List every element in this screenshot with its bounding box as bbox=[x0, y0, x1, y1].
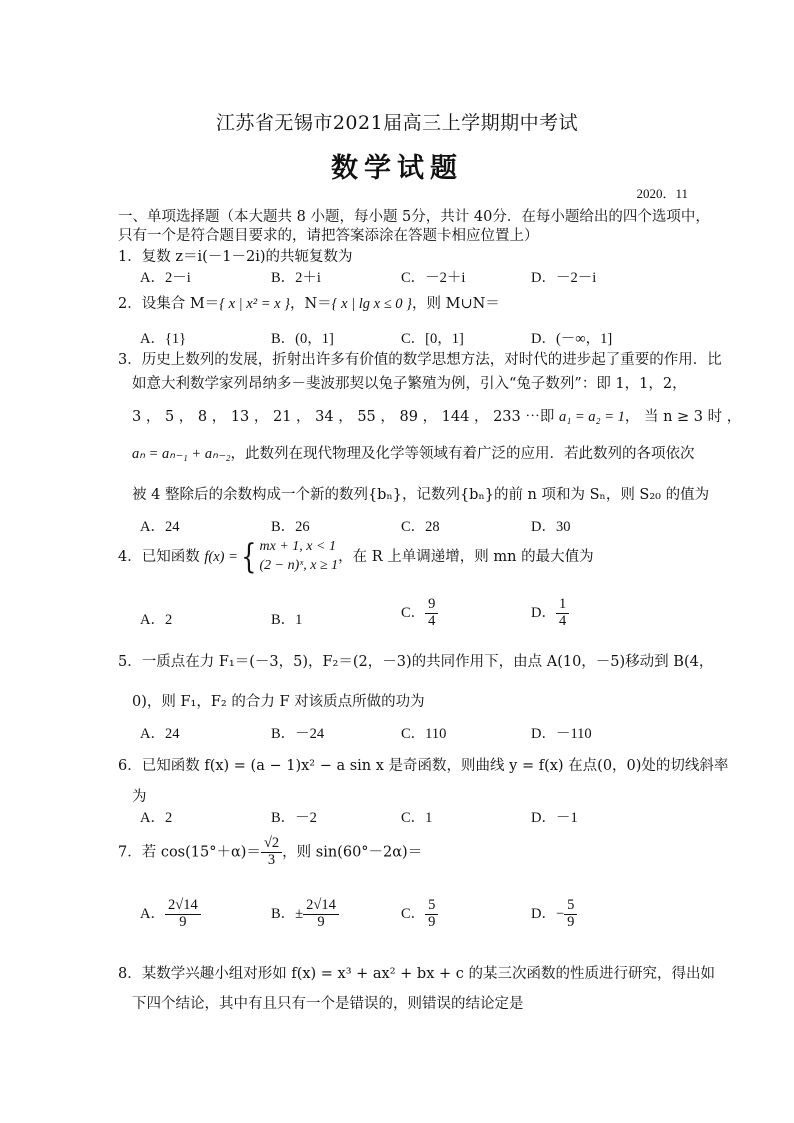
q4-case-1: mx + 1, x < 1 bbox=[259, 539, 336, 554]
q7-option-d bbox=[531, 898, 577, 931]
q4-stem bbox=[118, 538, 594, 576]
section-heading-line1: 一、单项选择题（本大题共 8 小题，每小题 5分，共计 40分．在每小题给出的四个选项中， bbox=[118, 209, 710, 225]
fraction-denominator: 9 bbox=[317, 913, 325, 930]
q4-option-d-label: D． bbox=[531, 604, 556, 621]
q4-option-a: A．2 bbox=[140, 612, 173, 628]
q3-line3 bbox=[132, 405, 741, 426]
q4-brace: { bbox=[241, 536, 257, 577]
q4-stem-pre: 4．已知函数 bbox=[118, 548, 205, 565]
q4-case-2: (2 − n)ˣ, x ≥ 1 bbox=[259, 557, 339, 573]
fraction-denominator: 9 bbox=[179, 913, 187, 930]
fraction-numerator: 1 bbox=[556, 597, 569, 614]
fraction-numerator: 9 bbox=[425, 597, 438, 614]
q3-option-d: D．30 bbox=[531, 519, 571, 535]
q7-option-b-label: B．± bbox=[271, 905, 304, 922]
q7-option-d-fraction bbox=[564, 898, 577, 931]
q7-option-c-fraction bbox=[425, 898, 438, 931]
q7-option-a bbox=[140, 898, 201, 931]
q8-line1: 8．某数学兴趣小组对形如 f(x) = x³ + ax² + bx + c 的某三次函数的性质进行研究，得出如 bbox=[118, 966, 715, 982]
q2-stem-mid: ，N＝ bbox=[289, 296, 332, 312]
q7-stem-pre: 7．若 cos(15°＋α)＝ bbox=[118, 844, 261, 861]
q2-stem bbox=[118, 292, 500, 313]
q7-option-a-label: A． bbox=[140, 905, 165, 922]
q3-line4 bbox=[132, 442, 695, 463]
exam-title: 江苏省无锡市2021届高三上学期期中考试 bbox=[215, 112, 579, 134]
q4-option-d-fraction bbox=[556, 597, 569, 630]
q3-line3-tail: ， 当 n ≥ 3 时 ， bbox=[624, 409, 742, 425]
q4-piecewise bbox=[260, 538, 339, 576]
q2-option-b: B．(0，1] bbox=[271, 331, 334, 347]
q7-option-b-fraction bbox=[303, 898, 339, 931]
q2-set-m: { x | x² = x } bbox=[219, 296, 290, 312]
q7-option-d-label: D．− bbox=[531, 905, 565, 922]
q2-option-a: A．{1} bbox=[140, 331, 187, 347]
q5-option-d: D．－110 bbox=[531, 726, 592, 742]
q4-option-c-label: C． bbox=[401, 604, 426, 621]
q5-option-c: C．110 bbox=[401, 726, 447, 742]
q3-option-c: C．28 bbox=[401, 519, 440, 535]
q3-recurrence: aₙ = aₙ₋₁ + aₙ₋₂ bbox=[132, 446, 231, 462]
q7-option-c bbox=[401, 898, 438, 931]
q2-stem-post: ，则 M∪N＝ bbox=[411, 296, 500, 312]
q3-option-b: B．26 bbox=[271, 519, 310, 535]
q3-line4-text: ，此数列在现代物理及化学等领域有着广泛的应用．若此数列的各项依次 bbox=[230, 446, 695, 462]
q6-option-a: A．2 bbox=[140, 810, 173, 826]
q1-stem: 1．复数 z＝i(－1－2i)的共轭复数为 bbox=[118, 249, 353, 265]
q7-option-b bbox=[271, 898, 339, 931]
q3-line5: 被 4 整除后的余数构成一个新的数列{bₙ}，记数列{bₙ}的前 n 项和为 Sₙ，则 S₂₀ 的值为 bbox=[132, 487, 710, 503]
fraction-numerator: √2 bbox=[261, 836, 282, 853]
q6-option-b: B．－2 bbox=[271, 810, 317, 826]
q4-function-name: f(x) = bbox=[204, 548, 238, 565]
q3-initial-terms: a₁ = a₂ = 1 bbox=[558, 409, 625, 425]
fraction-denominator: 4 bbox=[428, 612, 436, 629]
fraction-numerator: 5 bbox=[564, 898, 577, 915]
subject-title: 数学试题 bbox=[331, 153, 463, 184]
q4-option-c-fraction bbox=[425, 597, 438, 630]
fraction-numerator: 2√14 bbox=[165, 898, 201, 915]
q1-option-a: A．2－i bbox=[140, 270, 191, 286]
q6-line1: 6．已知函数 f(x) = (a − 1)x² − a sin x 是奇函数，则曲线 y = f(x) 在点(0，0)处的切线斜率 bbox=[118, 758, 729, 774]
fraction-denominator: 4 bbox=[558, 612, 567, 629]
q8-line2: 下四个结论，其中有且只有一个是错误的，则错误的结论定是 bbox=[132, 996, 524, 1012]
q2-option-d: D．(－∞，1] bbox=[531, 331, 613, 347]
section-heading-line2: 只有一个是符合题目要求的，请把答案添涂在答题卡相应位置上） bbox=[118, 228, 539, 244]
fraction-numerator: 2√14 bbox=[303, 898, 339, 915]
q7-option-a-fraction bbox=[165, 898, 201, 931]
q5-option-a: A．24 bbox=[140, 726, 180, 742]
q3-line2: 如意大利数学家列昂纳多－斐波那契以兔子繁殖为例，引入“兔子数列”：即 1，1，2， bbox=[132, 376, 687, 392]
q7-option-c-label: C． bbox=[401, 905, 426, 922]
q3-line1: 3．历史上数列的发展，折射出许多有价值的数学思想方法，对时代的进步起了重要的作用．比 bbox=[118, 352, 722, 368]
q5-option-b: B．－24 bbox=[271, 726, 325, 742]
q2-stem-pre: 2．设集合 M＝ bbox=[118, 296, 220, 312]
q4-option-d bbox=[531, 597, 569, 630]
q4-option-b: B．1 bbox=[271, 612, 303, 628]
q6-option-d: D．－1 bbox=[531, 810, 578, 826]
q5-line1: 5．一质点在力 F₁＝(－3，5)，F₂＝(2，－3)的共同作用下，由点 A(10，－5)移动到 B(4， bbox=[118, 654, 714, 670]
q1-option-c: C．－2＋i bbox=[401, 270, 466, 286]
q7-stem bbox=[118, 836, 422, 869]
q4-stem-post: ，在 R 上单调递增，则 mn 的最大值为 bbox=[338, 548, 594, 565]
fraction-denominator: 9 bbox=[428, 913, 436, 930]
fraction-denominator: 9 bbox=[567, 913, 575, 930]
q6-option-c: C．1 bbox=[401, 810, 433, 826]
q3-option-a: A．24 bbox=[140, 519, 180, 535]
q7-given-fraction bbox=[261, 836, 282, 869]
q5-line2: 0)，则 F₁，F₂ 的合力 F 对该质点所做的功为 bbox=[132, 694, 425, 710]
exam-date: 2020．11 bbox=[636, 186, 688, 201]
q4-option-c bbox=[401, 597, 438, 630]
q1-option-d: D．－2－i bbox=[531, 270, 597, 286]
q6-line2: 为 bbox=[132, 789, 147, 805]
q2-option-c: C．[0，1] bbox=[401, 331, 464, 347]
q1-option-b: B．2＋i bbox=[271, 270, 321, 286]
q7-stem-post: ，则 sin(60°－2α)＝ bbox=[282, 844, 423, 861]
q2-set-n: { x | lg x ≤ 0 } bbox=[331, 296, 412, 312]
q3-line3-text: 3 ， 5 ， 8 ， 13 ， 21 ， 34 ， 55 ， 89 ， 144 ， 233 ⋯即 bbox=[132, 409, 559, 425]
fraction-numerator: 5 bbox=[425, 898, 438, 915]
fraction-denominator: 3 bbox=[267, 851, 276, 868]
